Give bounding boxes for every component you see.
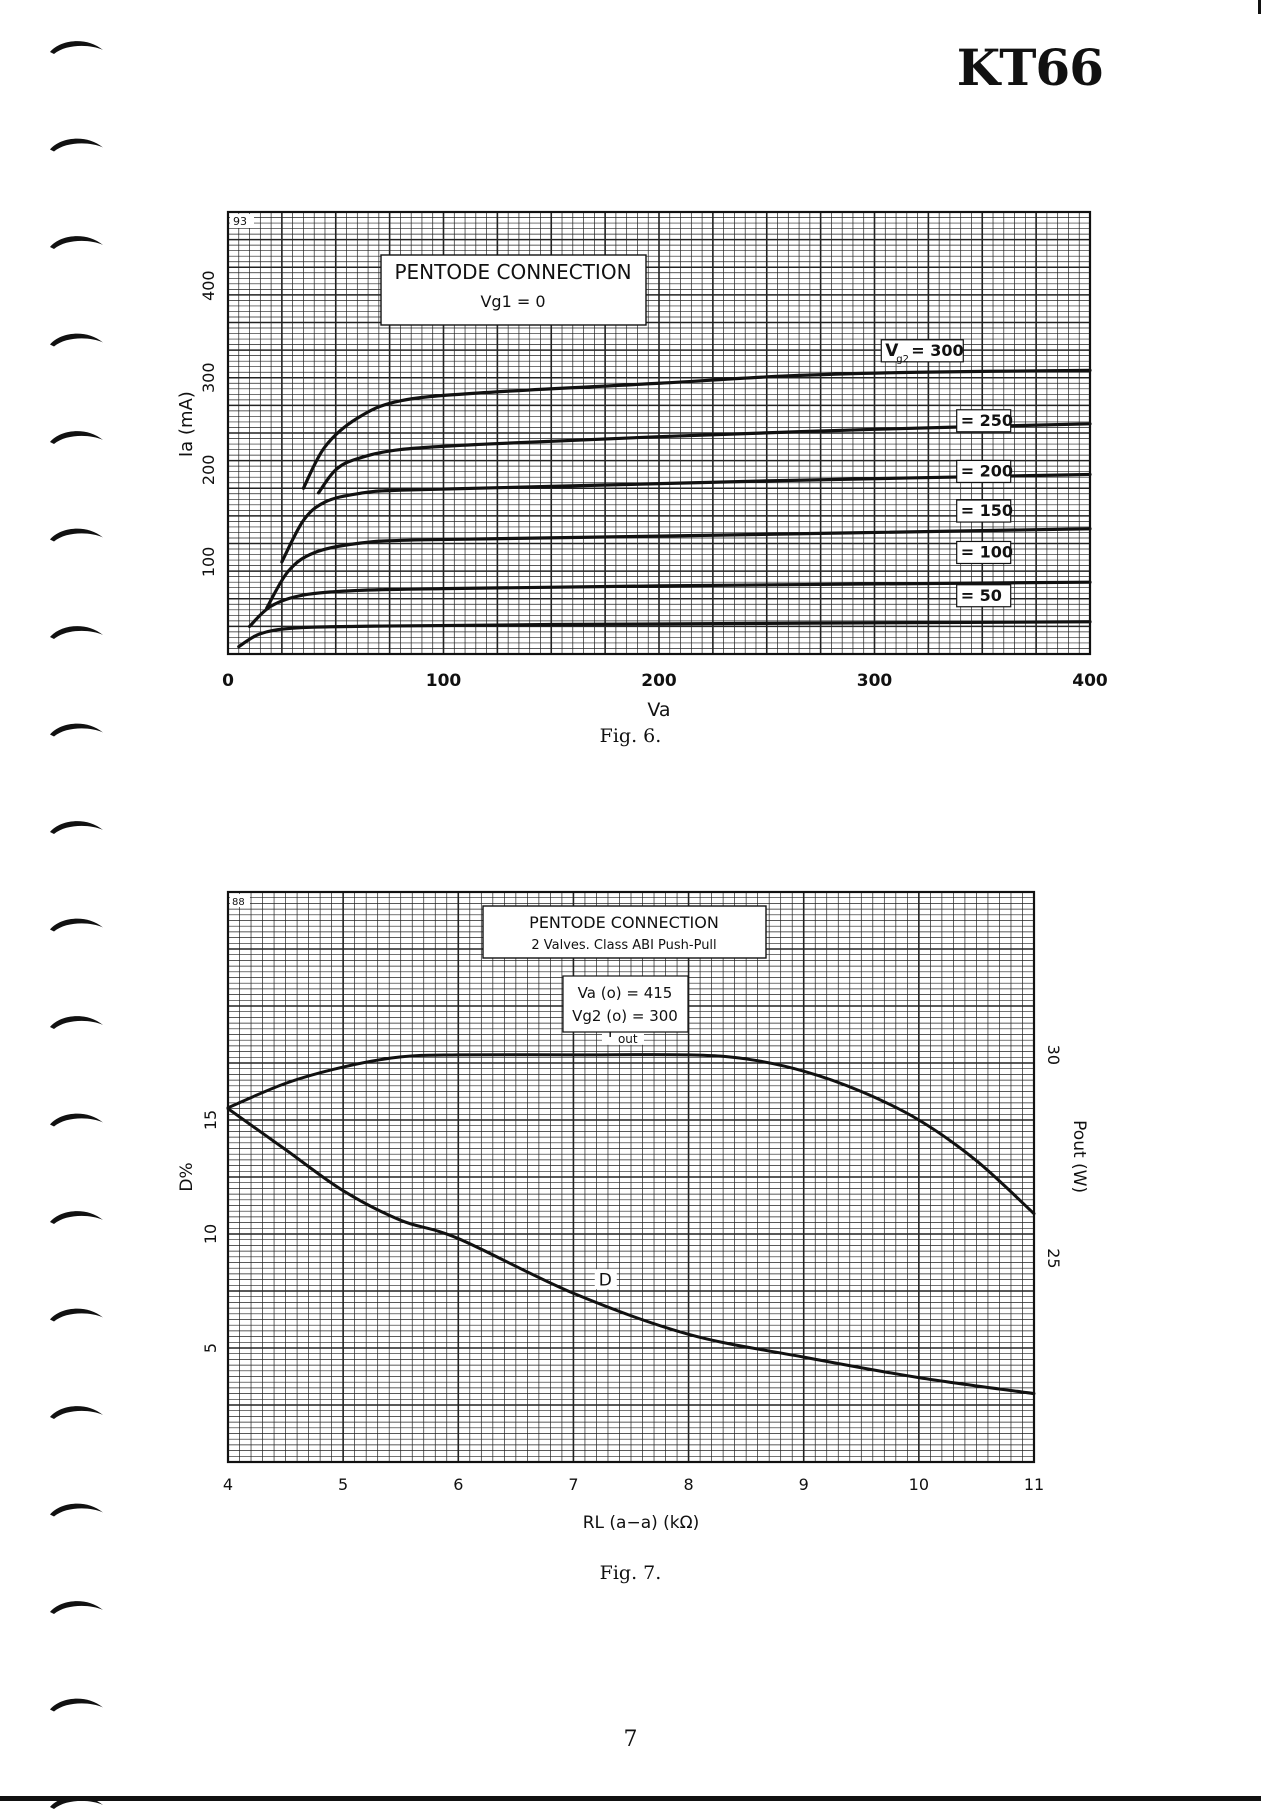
y-left-tick-label: 5 [201, 1342, 220, 1354]
pout-curve-label-sub: out [617, 1031, 638, 1046]
x-tick-label: 400 [1072, 671, 1108, 691]
box-title: PENTODE CONNECTION [394, 260, 632, 284]
x-tick-label: 300 [856, 671, 893, 691]
binder-hole-mark [50, 1601, 103, 1614]
series-label-prefix: V [885, 340, 899, 361]
y-left-tick-label: 10 [201, 1223, 220, 1245]
binder-hole-mark [50, 139, 103, 152]
page-number: 7 [623, 1727, 638, 1752]
y-right-tick-label: 25 [1044, 1248, 1063, 1269]
fig7-chart [0, 870, 1261, 1550]
x-tick-label: 200 [641, 671, 677, 691]
x-tick-label: 4 [222, 1475, 234, 1494]
x-axis-label: Va [647, 699, 671, 721]
y-tick-label: 200 [199, 454, 218, 486]
series-label: = 200 [960, 461, 1014, 481]
binder-hole-mark [50, 1699, 103, 1712]
bottom-rule [0, 1796, 1261, 1801]
series-label: = 50 [960, 585, 1002, 605]
binder-hole-mark [50, 821, 103, 834]
corner-mark: 88 [232, 897, 245, 908]
box-line4: Vg2 (o) = 300 [572, 1007, 678, 1025]
series-label: = 150 [960, 501, 1014, 521]
box-title: PENTODE CONNECTION [529, 913, 719, 932]
binder-hole-mark [50, 41, 103, 54]
y-right-axis-label: Pout (W) [1069, 1120, 1089, 1194]
box-subtitle: Vg1 = 0 [480, 292, 546, 311]
y-tick-label: 300 [199, 362, 218, 394]
corner-mark: 93 [233, 215, 247, 228]
x-axis-label: RL (a−a) (kΩ) [582, 1513, 700, 1533]
series-label: = 300 [911, 340, 964, 360]
box-line3: Va (o) = 415 [577, 984, 673, 1002]
y-left-axis-label: D% [177, 1162, 197, 1192]
y-tick-label: 100 [199, 546, 218, 578]
y-left-tick-label: 15 [201, 1109, 220, 1131]
series-label: = 100 [960, 542, 1014, 562]
x-tick-label: 8 [683, 1475, 694, 1494]
y-axis-label: Ia (mA) [176, 391, 197, 458]
box-subtitle: 2 Valves. Class ABI Push-Pull [531, 938, 717, 953]
series-label: = 250 [960, 410, 1014, 430]
fig7-caption: Fig. 7. [599, 1562, 662, 1584]
fig6-chart [0, 195, 1261, 725]
x-tick-label: 11 [1023, 1475, 1045, 1494]
x-tick-label: 6 [453, 1475, 464, 1494]
x-tick-label: 10 [908, 1475, 930, 1494]
y-tick-label: 400 [199, 270, 218, 301]
fig6-caption: Fig. 6. [599, 725, 662, 747]
y-right-tick-label: 30 [1044, 1044, 1063, 1066]
x-tick-label: 9 [798, 1475, 809, 1494]
d-curve-label: D [598, 1270, 612, 1291]
x-tick-label: 7 [568, 1475, 579, 1494]
x-tick-label: 5 [338, 1475, 349, 1494]
x-tick-label: 100 [425, 671, 462, 691]
series-label-subscript: g2 [896, 353, 909, 365]
x-tick-label: 0 [222, 671, 234, 691]
page-title: KT66 [956, 38, 1103, 97]
